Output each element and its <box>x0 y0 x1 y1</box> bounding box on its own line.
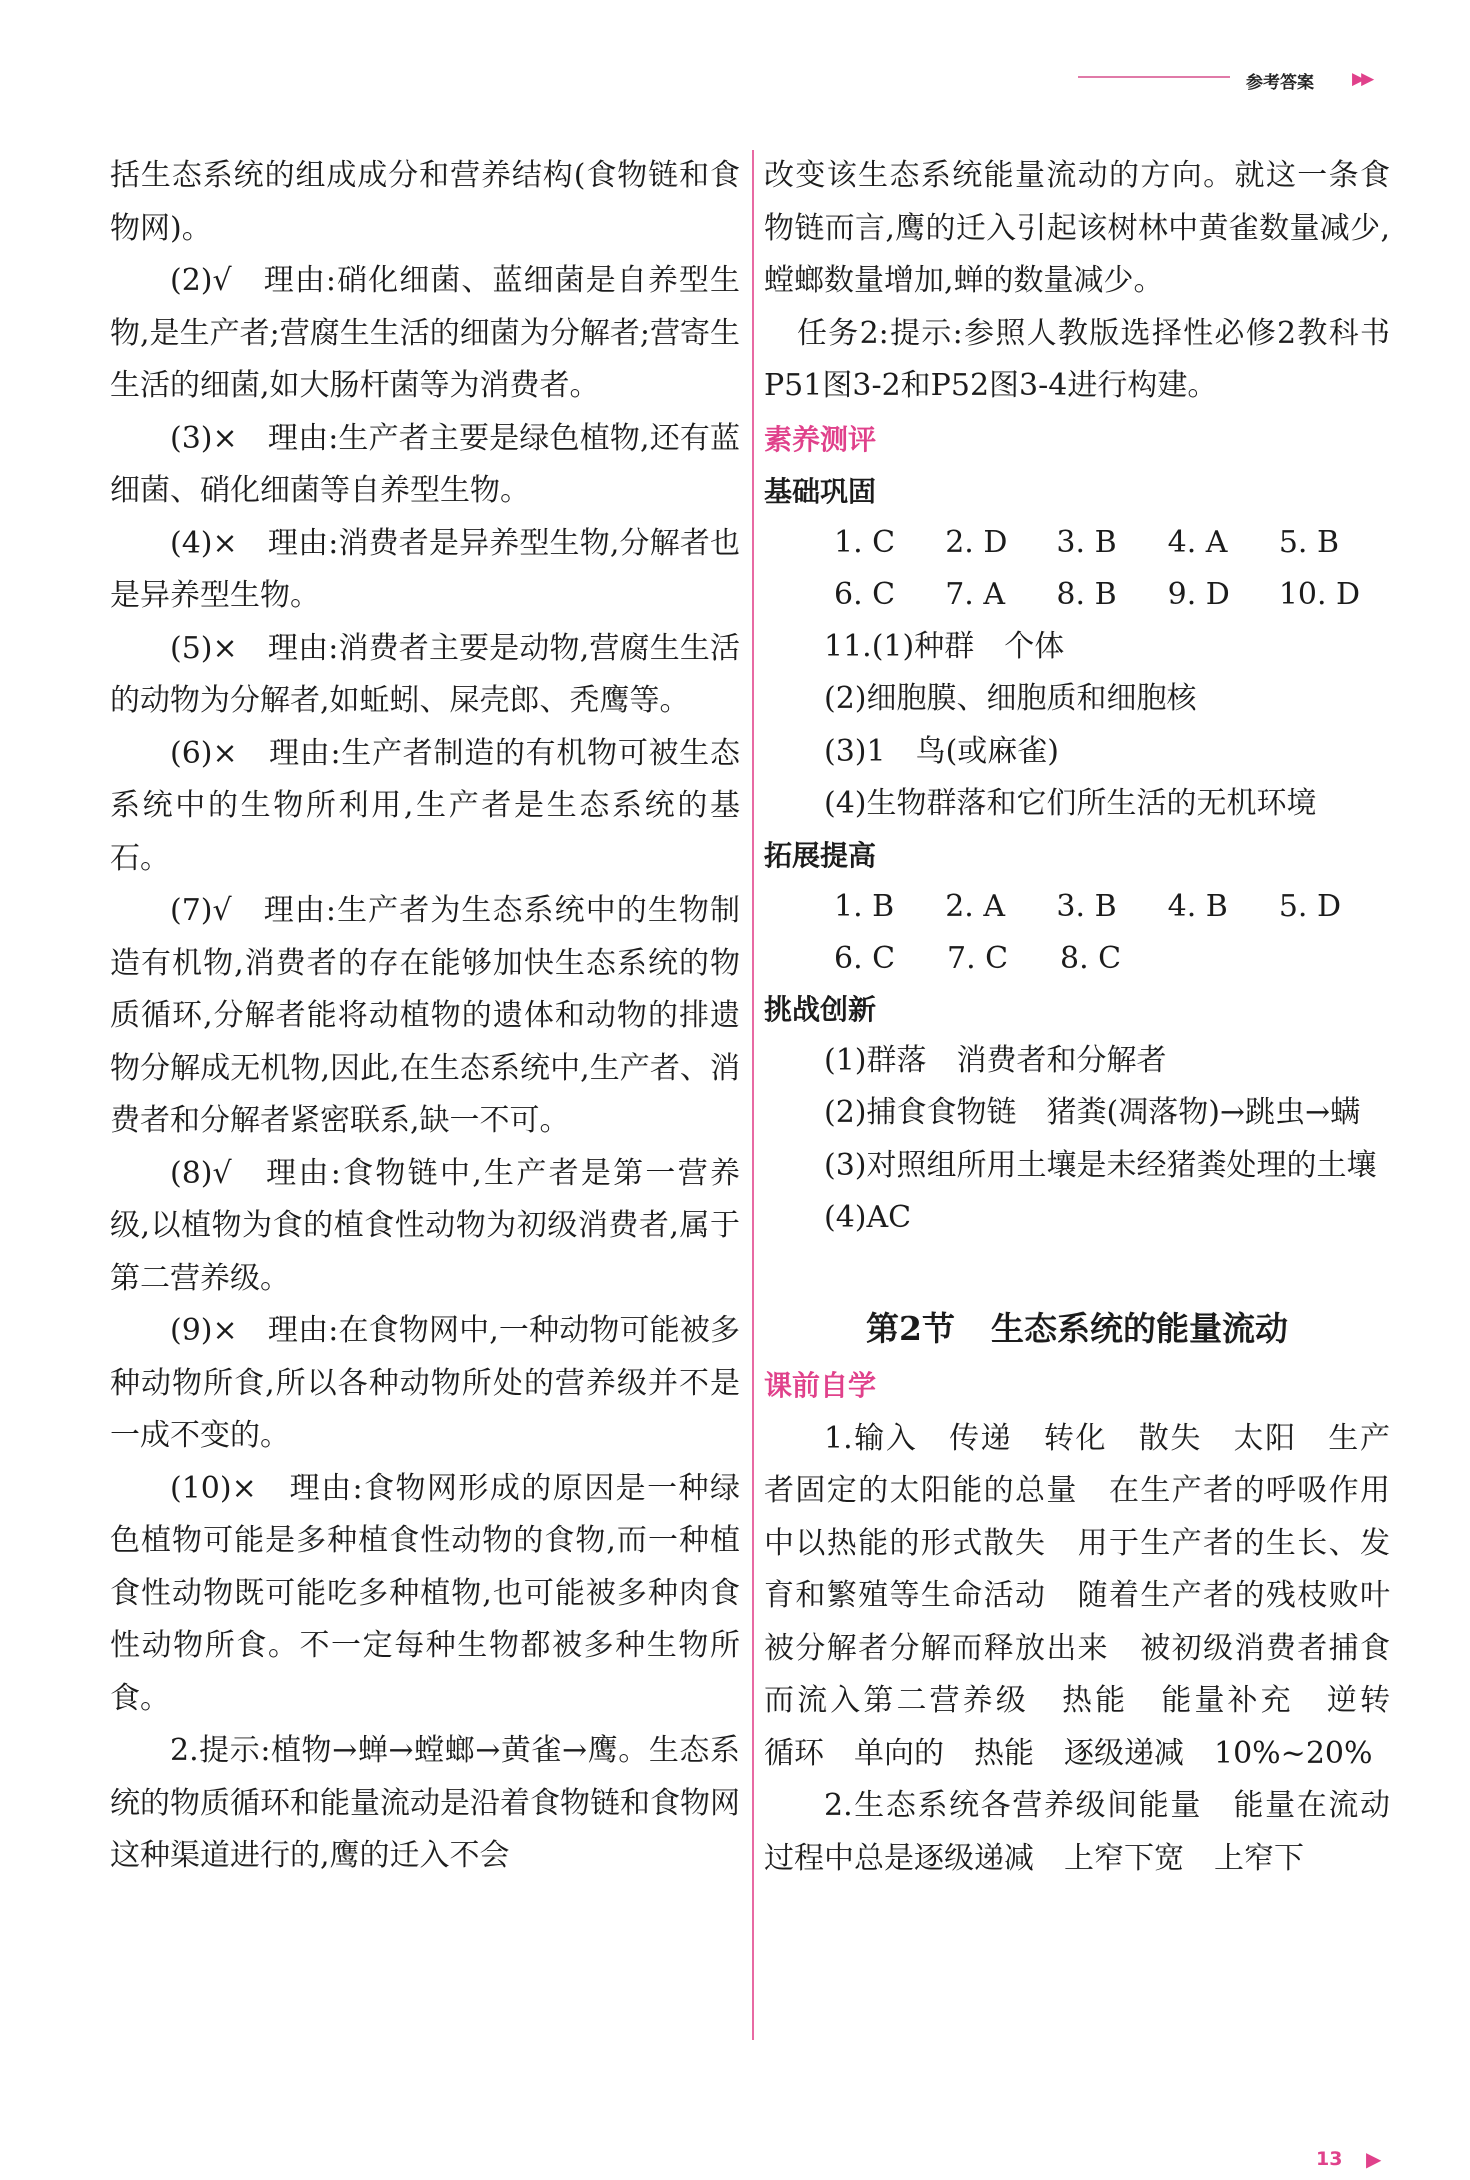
answer-item: 5. B <box>1278 524 1340 560</box>
answer-item: 1. C <box>834 524 896 560</box>
answer-item: 6. C <box>834 940 896 976</box>
paragraph: 2.生态系统各营养级间能量 能量在流动过程中总是逐级递减 上窄下宽 上窄下 <box>764 1788 1390 1876</box>
paragraph: 2.提示:植物→蝉→螳螂→黄雀→鹰。生态系统的物质循环和能量流动是沿着食物链和食物网这种渠道进行的,鹰的迁入不会 <box>110 1733 740 1873</box>
paragraph: 任务2:提示:参照人教版选择性必修2教科书P51图3-2和P52图3-4进行构建。 <box>764 315 1390 403</box>
paragraph: (5)× 理由:消费者主要是动物,营腐生生活的动物为分解者,如蚯蚓、屎壳郎、秃鹰等。 <box>110 630 740 718</box>
answer-item: 10. D <box>1278 576 1361 612</box>
paragraph: (3)× 理由:生产者主要是绿色植物,还有蓝细菌、硝化细菌等自养型生物。 <box>110 420 740 508</box>
answer-item: 1. B <box>834 888 895 924</box>
answer-line: (2)捕食食物链 猪粪(凋落物)→跳虫→螨 <box>824 1095 1361 1130</box>
answer-item: 8. C <box>1060 940 1122 976</box>
answer-row <box>764 933 1390 985</box>
answer-line: (2)细胞膜、细胞质和细胞核 <box>824 681 1197 716</box>
answer-line: (1)群落 消费者和分解者 <box>824 1042 1167 1078</box>
answer-item: 3. B <box>1056 888 1117 924</box>
left-column <box>110 150 740 1883</box>
paragraph: (4)× 理由:消费者是异养型生物,分解者也是异养型生物。 <box>110 525 740 613</box>
header-title: 参考答案 <box>1246 73 1314 93</box>
answer-item: 7. C <box>947 940 1009 976</box>
answer-item: 4. B <box>1167 888 1228 924</box>
section-heading-tuozhan: 拓展提高 <box>764 838 877 872</box>
answer-line: (3)对照组所用土壤是未经猪粪处理的土壤 <box>824 1147 1377 1183</box>
chapter-name: 生态系统的能量流动 <box>990 1308 1288 1348</box>
paragraph: 括生态系统的组成成分和营养结构(食物链和食物网)。 <box>110 158 740 246</box>
paragraph: (10)× 理由:食物网形成的原因是一种绿色植物可能是多种植食性动物的食物,而一种植食性动物既可能吃多种植物,也可能被多种肉食性动物所食。不一定每种生物都被多种生物所食。 <box>110 1470 740 1716</box>
paragraph: (6)× 理由:生产者制造的有机物可被生态系统中的生物所利用,生产者是生态系统的基石。 <box>110 735 740 876</box>
answer-line: (3)1 鸟(或麻雀) <box>824 733 1059 769</box>
right-column <box>764 150 1420 1885</box>
chapter-number: 第2节 <box>866 1308 955 1348</box>
section-heading-tiaozhan: 挑战创新 <box>764 992 877 1026</box>
answer-item: 8. B <box>1056 576 1117 612</box>
answer-item: 2. D <box>945 524 1008 560</box>
answer-row <box>764 517 1390 569</box>
answer-row <box>764 881 1390 933</box>
answer-line: (4)AC <box>824 1200 912 1235</box>
section-heading-kqzx: 课前自学 <box>764 1368 877 1402</box>
answer-item: 3. B <box>1056 524 1117 560</box>
header-rule <box>1078 76 1230 78</box>
answer-item: 9. D <box>1167 576 1230 612</box>
answer-line: (4)生物群落和它们所生活的无机环境 <box>824 786 1317 821</box>
answer-item: 4. A <box>1167 524 1228 560</box>
answer-item: 2. A <box>945 888 1006 924</box>
section-heading-suyang: 素养测评 <box>764 422 877 456</box>
paragraph: (7)√ 理由:生产者为生态系统中的生物制造有机物,消费者的存在能够加快生态系统的物质循环,分解者能将动植物的遗体和动物的排遗物分解成无机物,因此,在生态系统中,生产者、消费者和分解者紧密联系,缺一不可。 <box>110 893 740 1138</box>
chapter-title <box>764 1299 1390 1359</box>
answer-line: 11.(1)种群 个体 <box>824 628 1065 664</box>
answer-item: 6. C <box>834 576 896 612</box>
section-heading-jichu: 基础巩固 <box>764 474 877 508</box>
page-number: 13 <box>1316 2148 1343 2170</box>
answer-row <box>764 569 1390 621</box>
column-divider <box>752 150 754 2040</box>
page-arrow-icon: ▶ <box>1366 2147 1382 2171</box>
paragraph: 改变该生态系统能量流动的方向。就这一条食物链而言,鹰的迁入引起该树林中黄雀数量减少,螳螂数量增加,蝉的数量减少。 <box>764 158 1390 298</box>
paragraph: (2)√ 理由:硝化细菌、蓝细菌是自养型生物,是生产者;营腐生生活的细菌为分解者;营寄生生活的细菌,如大肠杆菌等为消费者。 <box>110 263 740 403</box>
answer-item: 5. D <box>1278 888 1342 924</box>
header-arrow-icon: ▶▶ <box>1352 69 1371 89</box>
answer-item: 7. A <box>945 576 1006 612</box>
paragraph: 1.输入 传递 转化 散失 太阳 生产者固定的太阳能的总量 在生产者的呼吸作用中以热能的形式散失 用于生产者的生长、发育和繁殖等生命活动 随着生产者的残枝败叶被分解者分解而释放出来 被初级消费者捕食而流入第二营养级 热能 能量补充 逆转 循环 单向的 热能 逐级递减 10%~20% <box>764 1420 1420 1771</box>
paragraph: (9)× 理由:在食物网中,一种动物可能被多种动物所食,所以各种动物所处的营养级并不是一成不变的。 <box>110 1313 740 1453</box>
paragraph: (8)√ 理由:食物链中,生产者是第一营养级,以植物为食的植食性动物为初级消费者,属于第二营养级。 <box>110 1155 740 1296</box>
